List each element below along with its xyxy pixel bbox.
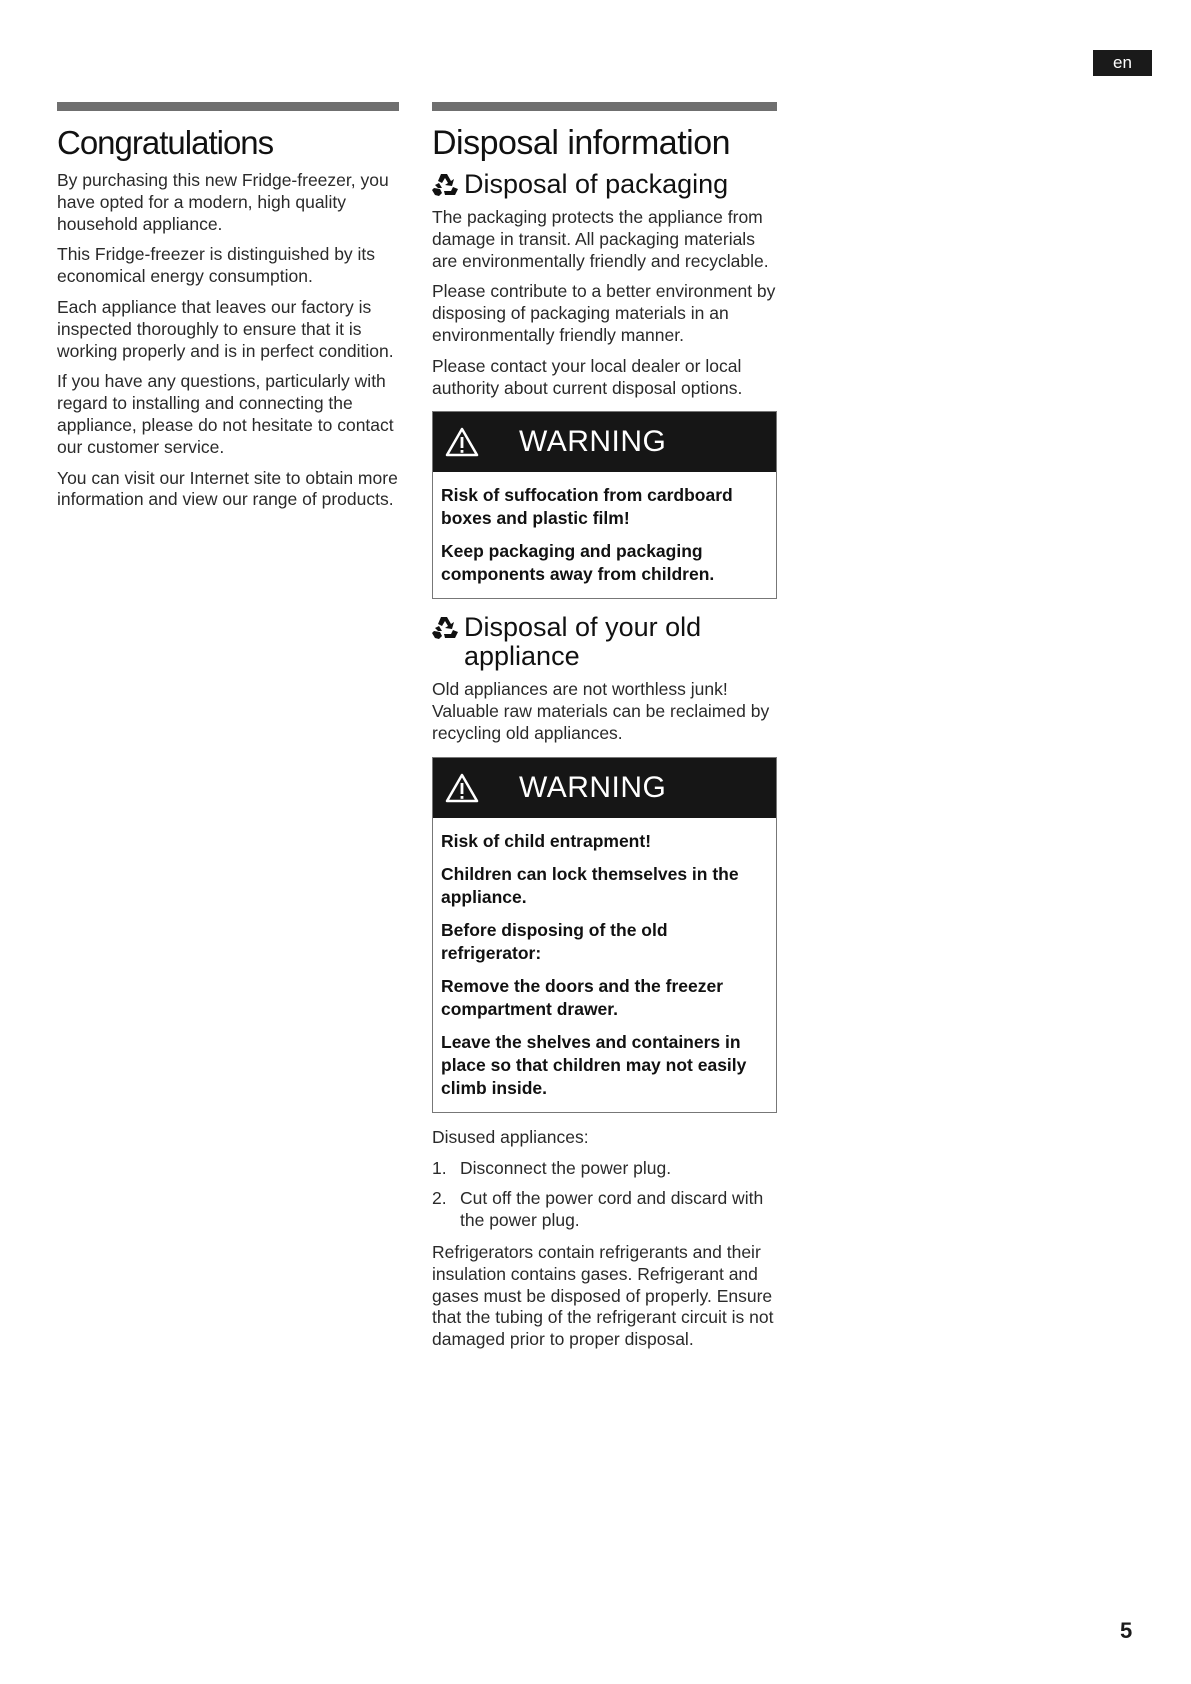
- disposal-steps: [432, 1158, 777, 1232]
- step-number: 1.: [432, 1157, 447, 1178]
- paragraph: Please contribute to a better environment by disposing of packaging materials in an environmentally friendly manner.: [432, 281, 776, 345]
- warning-line: Leave the shelves and containers in place so that children may not easily climb inside.: [441, 1031, 747, 1098]
- step-text: Cut off the power cord and discard with the power plug.: [460, 1188, 764, 1231]
- warning-label: WARNING: [519, 425, 667, 459]
- paragraph: By purchasing this new Fridge-freezer, you have opted for a modern, high quality household appliance.: [57, 170, 389, 234]
- disused-label: Disused appliances:: [432, 1126, 589, 1147]
- packaging-warning-box: [432, 411, 777, 599]
- packaging-heading: [432, 170, 777, 199]
- packaging-heading-text: Disposal of packaging: [464, 169, 729, 199]
- warning-line: Before disposing of the old refrigerator:: [441, 919, 668, 963]
- section-rule: [432, 102, 777, 111]
- disposal-section: [432, 102, 777, 1360]
- old-appliance-heading-text: Disposal of your old appliance: [464, 612, 702, 672]
- paragraph: Each appliance that leaves our factory is inspected thoroughly to ensure that it is working properly and is in perfect condition.: [57, 296, 394, 361]
- old-appliance-heading: [432, 613, 777, 671]
- paragraph: Old appliances are not worthless junk! Valuable raw materials can be reclaimed by recycling old appliances.: [432, 679, 770, 743]
- warning-line: Keep packaging and packaging components away from children.: [441, 541, 715, 585]
- step-number: 2.: [432, 1188, 447, 1209]
- section-rule: [57, 102, 399, 111]
- paragraph: You can visit our Internet site to obtain more information and view our range of products.: [57, 467, 398, 510]
- list-item: [432, 1158, 777, 1180]
- warning-line: Risk of suffocation from cardboard boxes and plastic film!: [441, 485, 733, 529]
- page-number: 5: [1120, 1618, 1133, 1643]
- warning-body: [433, 818, 776, 1112]
- paragraph: The packaging protects the appliance from damage in transit. All packaging materials are environmentally friendly and recyclable.: [432, 207, 769, 271]
- disposal-title: Disposal information: [432, 124, 731, 162]
- warning-header: [433, 758, 776, 818]
- paragraph: This Fridge-freezer is distinguished by its economical energy consumption.: [57, 244, 376, 287]
- congratulations-section: [57, 102, 399, 520]
- step-text: Disconnect the power plug.: [460, 1157, 672, 1178]
- congratulations-title: Congratulations: [57, 124, 274, 161]
- paragraph: Please contact your local dealer or local authority about current disposal options.: [432, 355, 743, 398]
- warning-header: [433, 412, 776, 472]
- list-item: [432, 1188, 777, 1232]
- language-badge: en: [1093, 50, 1152, 76]
- closing-paragraph: Refrigerators contain refrigerants and their insulation contains gases. Refrigerant and gases must be disposed of properly. Ensure that the tubing of the refrigerant circuit is not damaged prior to proper disposal.: [432, 1241, 774, 1350]
- old-appliance-warning-box: [432, 757, 777, 1113]
- paragraph: If you have any questions, particularly with regard to installing and connecting the appliance, please do not hesitate to contact our customer service.: [57, 371, 394, 457]
- warning-line: Risk of child entrapment!: [441, 830, 652, 851]
- warning-label: WARNING: [519, 770, 667, 804]
- warning-triangle-icon: [445, 773, 479, 803]
- recycle-icon: [432, 615, 464, 641]
- warning-body: [433, 472, 776, 598]
- warning-line: Children can lock themselves in the appliance.: [441, 863, 739, 907]
- warning-line: Remove the doors and the freezer compartment drawer.: [441, 975, 724, 1019]
- warning-triangle-icon: [445, 427, 479, 457]
- recycle-icon: [432, 172, 464, 198]
